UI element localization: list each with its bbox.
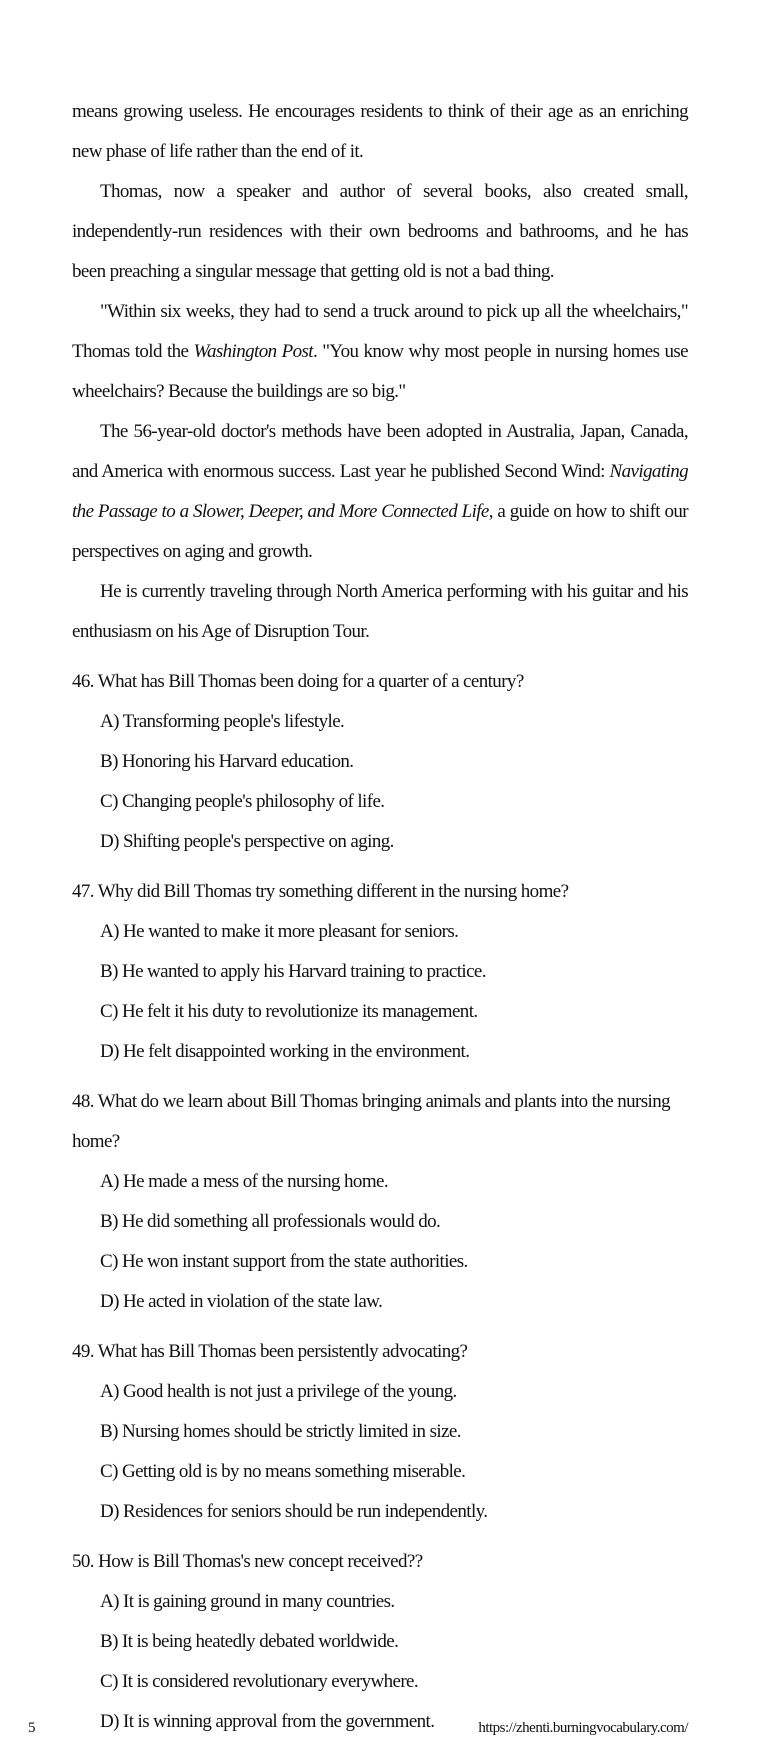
newspaper-title: Washington Post	[193, 341, 313, 362]
answer-options	[72, 912, 688, 1072]
option-c: C) Changing people's philosophy of life.	[100, 791, 385, 812]
question-stem: 47. Why did Bill Thomas try something different in the nursing home?	[72, 881, 569, 902]
passage-paragraph-5: He is currently traveling through North America performing with his guitar and his enthusiasm on his Age of Disruption Tour.	[72, 581, 688, 642]
answer-options	[72, 1372, 688, 1532]
question-47	[72, 868, 688, 1072]
passage-paragraph-1: means growing useless. He encourages residents to think of their age as an enriching new phase of life rather than the end of it.	[72, 101, 688, 162]
passage-paragraph-2: Thomas, now a speaker and author of several books, also created small, independently-run residences with their own bedrooms and bathrooms, and he has been preaching a singular message that getting old is not a bad thing.	[72, 181, 688, 282]
answer-options	[72, 1582, 688, 1742]
passage-paragraph-3-part-a: "Within six weeks, they had to send a truck around to pick up all the wheelchairs," Thomas told the	[72, 301, 688, 362]
book-subtitle: Navigating the Passage to a Slower, Deeper, and More Connected Life	[72, 461, 688, 522]
option-b: B) He wanted to apply his Harvard training to practice.	[100, 961, 486, 982]
option-a: A) Good health is not just a privilege of the young.	[100, 1381, 457, 1402]
option-c: C) He felt it his duty to revolutionize its management.	[100, 1001, 478, 1022]
answer-options	[72, 702, 688, 862]
question-stem: 49. What has Bill Thomas been persistently advocating?	[72, 1341, 468, 1362]
option-d: D) Shifting people's perspective on aging.	[100, 831, 394, 852]
option-a: A) Transforming people's lifestyle.	[100, 711, 345, 732]
option-b: B) Honoring his Harvard education.	[100, 751, 354, 772]
option-a: A) He wanted to make it more pleasant for seniors.	[100, 921, 459, 942]
option-c: C) He won instant support from the state authorities.	[100, 1251, 468, 1272]
question-stem: 50. How is Bill Thomas's new concept received??	[72, 1551, 423, 1572]
option-d: D) It is winning approval from the government.	[100, 1711, 435, 1732]
option-a: A) It is gaining ground in many countries.	[100, 1591, 395, 1612]
question-stem: 46. What has Bill Thomas been doing for a quarter of a century?	[72, 671, 524, 692]
option-b: B) Nursing homes should be strictly limited in size.	[100, 1421, 461, 1442]
option-d: D) He acted in violation of the state law.	[100, 1291, 383, 1312]
option-b: B) It is being heatedly debated worldwide.	[100, 1631, 399, 1652]
passage-paragraph-4-part-b: , a guide on how to shift our perspectives on aging and growth.	[72, 501, 688, 562]
question-46	[72, 658, 688, 862]
passage-paragraph-3	[72, 292, 688, 412]
option-c: C) It is considered revolutionary everywhere.	[100, 1671, 419, 1692]
passage-paragraph-4	[72, 412, 688, 572]
option-c: C) Getting old is by no means something miserable.	[100, 1461, 466, 1482]
question-50	[72, 1538, 688, 1742]
answer-options	[72, 1162, 688, 1322]
passage-paragraph-3-part-b: . "You know why most people in nursing homes use wheelchairs? Because the buildings are so big."	[72, 341, 688, 402]
option-d: D) Residences for seniors should be run independently.	[100, 1501, 488, 1522]
page-number: 5	[28, 1720, 36, 1736]
option-d: D) He felt disappointed working in the environment.	[100, 1041, 470, 1062]
footer-url-link[interactable]: https://zhenti.burningvocabulary.com/	[478, 1720, 688, 1736]
question-stem: 48. What do we learn about Bill Thomas bringing animals and plants into the nursing home?	[72, 1091, 671, 1152]
question-49	[72, 1328, 688, 1532]
question-48	[72, 1078, 688, 1322]
page-content	[72, 92, 688, 1742]
option-b: B) He did something all professionals would do.	[100, 1211, 441, 1232]
passage-paragraph-4-part-a: The 56-year-old doctor's methods have been adopted in Australia, Japan, Canada, and America with enormous success. Last year he published Second Wind:	[72, 421, 688, 482]
option-a: A) He made a mess of the nursing home.	[100, 1171, 388, 1192]
